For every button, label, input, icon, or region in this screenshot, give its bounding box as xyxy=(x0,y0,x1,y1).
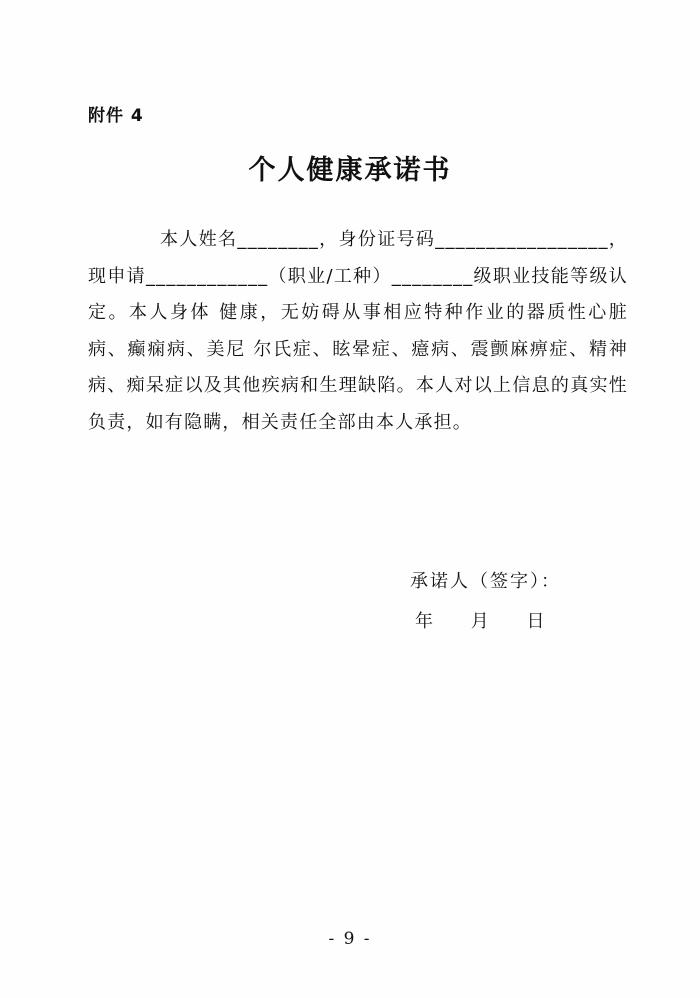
body-paragraph: 本人姓名________，身份证号码_________________，现申请____________（职业/工种）________级职业技能等级认定。本人身体 健康，无妨碍从事相应特种作业的器质性心脏病、癫痫病、美尼 尔氏症、眩晕症、癔病、震颤麻痹症、精神病、痴呆症以及其他疾病和生理缺陷。本人对以上信息的真实性负责，如有隐瞒，相关责任全部由本人承担。 xyxy=(88,229,628,433)
date-day: 日 xyxy=(526,611,545,632)
page-number: - 9 - xyxy=(328,929,372,949)
body-text xyxy=(88,222,628,442)
date-month: 月 xyxy=(470,611,489,632)
date-year: 年 xyxy=(415,611,433,632)
document-title: 个人健康承诺书 xyxy=(248,155,452,186)
signature-label: 承诺人（签字）： xyxy=(410,571,561,592)
attachment-label: 附件 4 xyxy=(88,106,144,126)
date-line xyxy=(415,607,576,633)
